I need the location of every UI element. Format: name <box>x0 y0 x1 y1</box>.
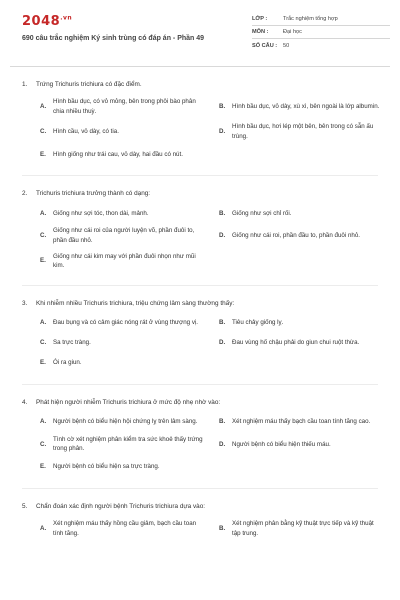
option-a[interactable] <box>40 415 207 429</box>
option-c[interactable] <box>40 122 207 141</box>
option-text: Tiêu chảy giống lỵ. <box>232 319 284 327</box>
option-e[interactable] <box>40 147 207 161</box>
option-letter: C. <box>40 128 47 136</box>
option-text: Người bệnh có biểu hiện hội chứng lỵ trên lâm sàng. <box>53 418 198 426</box>
option-text: Giống như cái roi, phần đầu to, phần đuôi nhỏ. <box>232 232 360 240</box>
option-d[interactable] <box>219 435 386 454</box>
answer-options <box>22 206 386 270</box>
option-a[interactable] <box>40 97 207 116</box>
option-text: Giống như cái roi của người luyện võ, phần đuôi to, phần đầu nhỏ. <box>53 227 195 245</box>
meta-value: Trắc nghiệm tổng hợp <box>283 16 338 22</box>
option-text: Giống như sợi chỉ rối. <box>232 209 292 217</box>
option-letter: B. <box>219 209 226 217</box>
answer-options <box>22 97 386 161</box>
option-letter: B. <box>219 319 226 327</box>
meta-row-subject <box>252 26 390 39</box>
question-separator <box>22 488 378 489</box>
question-stem: Chẩn đoán xác định người bệnh Trichuris trichiura dựa vào: <box>36 503 206 511</box>
question-number: 1. <box>22 81 28 88</box>
option-text: Tình cờ xét nghiệm phân kiểm tra sức khoẻ thấy trứng trong phân. <box>53 435 203 453</box>
option-letter: B. <box>219 418 226 426</box>
option-b[interactable] <box>219 415 386 429</box>
question-text <box>22 300 386 307</box>
question-stem: Khi nhiễm nhiều Trichuris trichiura, triệu chứng lâm sàng thường thấy: <box>36 299 235 307</box>
question-stem: Phát hiện người nhiễm Trichuris trichiura ở mức độ nhẹ nhờ vào: <box>36 398 221 406</box>
option-text: Hình bầu dục, có vỏ mỏng, bên trong phôi bào phân chia nhiều thuỳ. <box>53 98 196 115</box>
meta-key: LỚP : <box>252 16 268 22</box>
option-c[interactable] <box>40 226 207 245</box>
option-text: Đau bụng và có cảm giác nóng rát ở vùng thượng vị. <box>53 319 199 327</box>
question-separator <box>22 175 378 176</box>
option-letter: C. <box>40 440 47 448</box>
question-2 <box>22 190 386 270</box>
option-e[interactable] <box>40 460 207 474</box>
option-text: Giống như sợi tóc, thon dài, mảnh. <box>53 209 149 217</box>
option-b[interactable] <box>219 519 386 538</box>
option-b[interactable] <box>219 316 386 330</box>
option-text: Người bệnh có biểu hiện sa trực tràng. <box>53 463 160 471</box>
answer-options <box>22 316 386 370</box>
option-text: Xét nghiệm máu thấy bạch cầu toan tính tăng cao. <box>232 418 371 426</box>
question-stem: Trichuris trichiura trưởng thành có dạng: <box>36 190 151 198</box>
meta-value: 50 <box>283 42 290 49</box>
option-c[interactable] <box>40 336 207 350</box>
option-text: Xét nghiệm máu thấy hồng cầu giảm, bạch cầu toan tính tăng. <box>53 520 197 537</box>
option-letter: E. <box>40 257 46 265</box>
option-d[interactable] <box>219 122 386 141</box>
option-letter: A. <box>40 102 47 110</box>
option-e[interactable] <box>40 356 207 370</box>
question-list <box>0 67 400 538</box>
meta-key: SỐ CÂU : <box>252 42 278 49</box>
question-separator <box>22 285 378 286</box>
document-title: 690 câu trắc nghiệm Ký sinh trùng có đáp án - Phần 49 <box>22 35 205 42</box>
option-text: Hình cầu, vỏ dày, có tia. <box>53 128 119 136</box>
answer-options <box>22 415 386 474</box>
question-text <box>22 190 386 197</box>
option-text: Người bệnh có biểu hiện thiếu máu. <box>232 440 331 448</box>
option-letter: D. <box>219 339 226 347</box>
document-meta <box>252 13 390 52</box>
option-letter: B. <box>219 524 226 532</box>
option-a[interactable] <box>40 519 207 538</box>
question-number: 5. <box>22 503 28 511</box>
option-text: Hình giống như trái cau, vỏ dày, hai đầu có nút. <box>53 150 183 158</box>
option-e[interactable] <box>40 252 207 271</box>
page-header <box>0 0 400 64</box>
meta-row-class <box>252 13 390 26</box>
question-number: 2. <box>22 190 28 198</box>
meta-row-count <box>252 39 390 52</box>
answer-options <box>22 519 386 538</box>
question-5 <box>22 503 386 538</box>
option-d[interactable] <box>219 336 386 350</box>
option-letter: D. <box>219 128 226 136</box>
option-letter: E. <box>40 463 46 471</box>
option-letter: C. <box>40 232 47 240</box>
question-separator <box>22 384 378 385</box>
logo-main: 2048 <box>22 14 61 29</box>
option-letter: A. <box>40 524 47 532</box>
option-d[interactable] <box>219 226 386 245</box>
option-a[interactable] <box>40 206 207 220</box>
question-3 <box>22 300 386 370</box>
question-number: 4. <box>22 398 28 406</box>
option-b[interactable] <box>219 206 386 220</box>
question-4 <box>22 399 386 474</box>
question-1 <box>22 81 386 161</box>
meta-key: MÔN : <box>252 29 269 35</box>
option-c[interactable] <box>40 435 207 454</box>
question-text <box>22 503 386 510</box>
option-text: Đau vùng hố chậu phải do giun chui ruột thừa. <box>232 339 360 347</box>
option-letter: A. <box>40 319 47 327</box>
option-letter: A. <box>40 209 47 217</box>
option-letter: A. <box>40 418 47 426</box>
option-text: Xét nghiệm phân bằng kỹ thuật trực tiếp và kỹ thuật tập trung. <box>232 520 374 537</box>
meta-value: Đại học <box>283 29 302 35</box>
question-text <box>22 399 386 406</box>
option-b[interactable] <box>219 97 386 116</box>
option-text: Giống như cái kim may với phần đuôi nhọn như mũi kim. <box>53 252 196 270</box>
question-text <box>22 81 386 88</box>
option-letter: C. <box>40 339 47 347</box>
logo-sub: .vn <box>60 14 73 22</box>
option-letter: E. <box>40 150 46 158</box>
option-text: Sa trực tràng. <box>53 339 91 347</box>
option-a[interactable] <box>40 316 207 330</box>
option-letter: D. <box>219 232 226 240</box>
question-stem: Trứng Trichuris trichiura có đặc điểm. <box>36 81 142 88</box>
option-letter: B. <box>219 102 226 110</box>
option-letter: D. <box>219 440 226 448</box>
option-letter: E. <box>40 359 46 367</box>
option-text: Ói ra giun. <box>53 359 82 367</box>
option-text: Hình bầu dục, vỏ dày, xù xì, bên ngoài là lớp albumin. <box>232 102 380 110</box>
option-text: Hình bầu dục, hơi lép một bên, bên trong có sẵn ấu trùng. <box>232 123 374 140</box>
question-number: 3. <box>22 299 28 307</box>
